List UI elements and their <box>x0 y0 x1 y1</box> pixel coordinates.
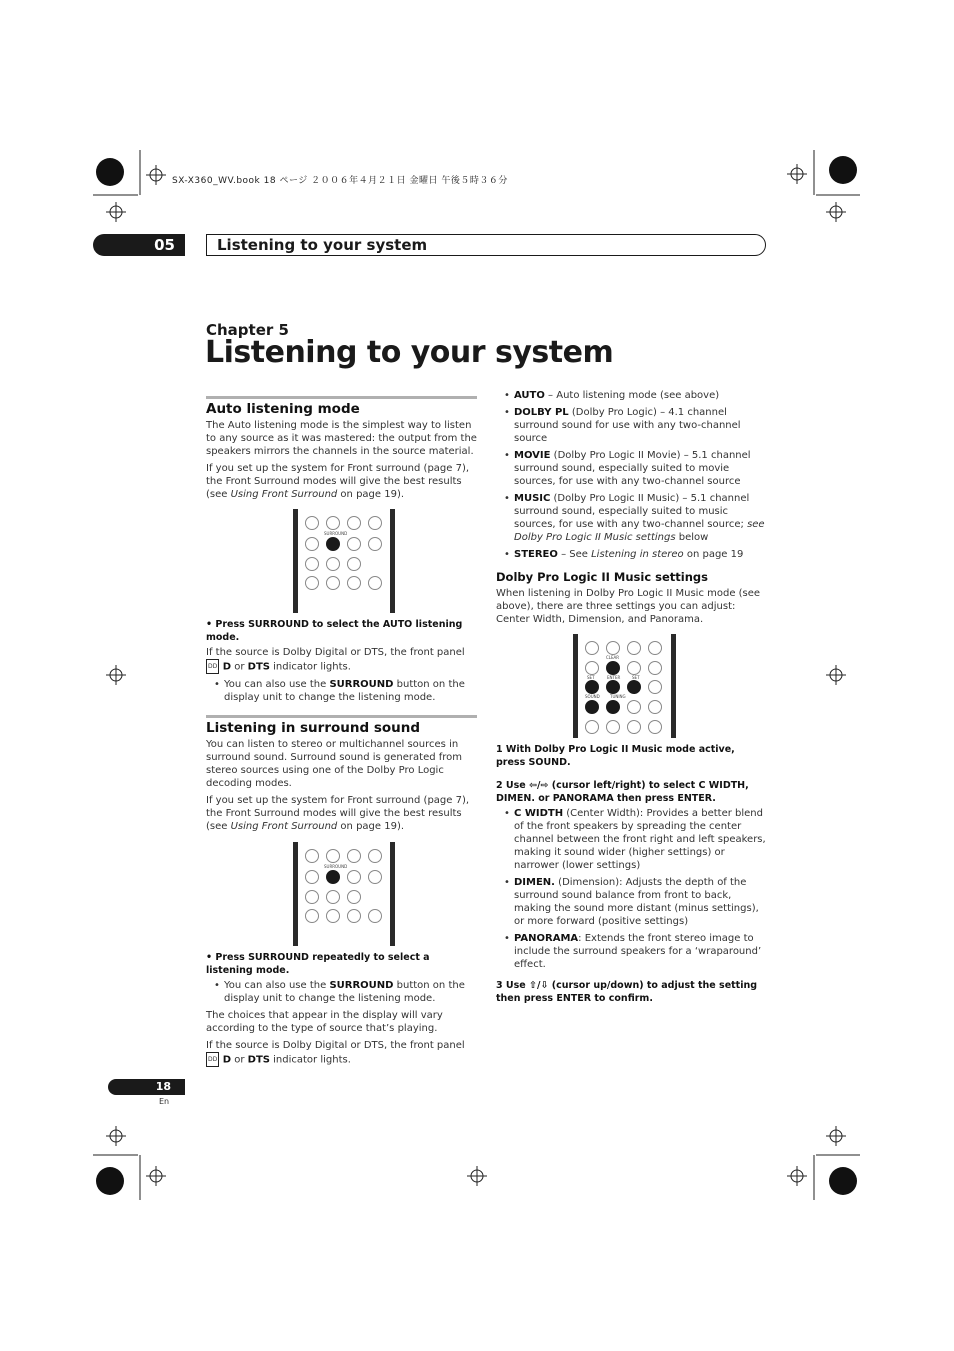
clear-label: CLEAR <box>606 655 620 660</box>
setting-item: • DIMEN. (Dimension): Adjusts the depth of the surround sound balance from front to back, making the sound more distant (minus settings), or more forward (positive settings) <box>514 876 766 928</box>
surround-p2: If you set up the system for Front surround (page 7), the Front Surround modes will give the best results (see Using Front Surround on page 19). <box>206 795 470 832</box>
plii-heading: Dolby Pro Logic II Music settings <box>496 570 708 584</box>
plii-step-2: 2 Use ⇦/⇨ (cursor left/right) to select C WIDTH, DIMEN. or PANORAMA then press ENTER. <box>496 780 749 804</box>
chapter-label: Chapter 5 <box>206 321 289 339</box>
remote-illustration-plii <box>573 634 676 738</box>
sound-button <box>585 700 599 714</box>
chapter-title: Listening to your system <box>205 335 614 370</box>
mode-item: • DOLBY PL (Dolby Pro Logic) – 4.1 channel surround sound for use with any two-channel source <box>514 406 766 445</box>
cursor-down-button <box>606 700 620 714</box>
surround-bullet: • You can also use the SURROUND button on the display unit to change the listening mode. <box>224 979 477 1005</box>
surround-note: If the source is Dolby Digital or DTS, the front panel DD D or DTS indicator lights. <box>206 1040 465 1066</box>
surround-label: SURROUND <box>324 864 348 869</box>
auto-bullet: • You can also use the SURROUND button on the display unit to change the listening mode. <box>224 678 477 704</box>
auto-note: If the source is Dolby Digital or DTS, the front panel DD D or DTS indicator lights. <box>206 647 465 673</box>
tuning-label: TUNING <box>610 694 626 699</box>
surround-p3: The choices that appear in the display will vary according to the type of source that’s playing. <box>206 1010 443 1034</box>
enter-button <box>606 680 620 694</box>
sound-label: SOUND <box>585 694 600 699</box>
plii-step-1: 1 With Dolby Pro Logic II Music mode active, press SOUND. <box>496 744 735 768</box>
setting-item: • PANORAMA: Extends the front stereo image to include the surround speakers for a ‘wraparound’ effect. <box>514 932 766 971</box>
plii-step-3: 3 Use ⇧/⇩ (cursor up/down) to adjust the setting then press ENTER to confirm. <box>496 980 758 1004</box>
mode-item: • STEREO – See Listening in stereo on page 19 <box>514 548 766 561</box>
cursor-right-button <box>627 680 641 694</box>
auto-heading: Auto listening mode <box>206 396 477 416</box>
running-title: Listening to your system <box>206 234 766 256</box>
mode-item: • AUTO – Auto listening mode (see above) <box>514 389 766 402</box>
mode-item: • MUSIC (Dolby Pro Logic II Music) – 5.1 channel surround sound, especially suited to music sources, for use with any two-channel source; see Dolby Pro Logic II Music settings below <box>514 492 766 544</box>
page-number: 18 <box>108 1079 185 1095</box>
remote-illustration-surround-1 <box>293 509 395 613</box>
surround-button <box>326 537 340 551</box>
remote-illustration-surround-2 <box>293 842 395 946</box>
right-column <box>496 389 766 630</box>
auto-step: • Press SURROUND to select the AUTO listening mode. <box>206 619 463 643</box>
chapter-number-badge: 05 <box>93 234 185 256</box>
surround-label: SURROUND <box>324 531 348 536</box>
surround-step: • Press SURROUND repeatedly to select a listening mode. <box>206 952 430 976</box>
left-column <box>206 396 477 505</box>
mode-item: • MOVIE (Dolby Pro Logic II Movie) – 5.1 channel surround sound, especially suited to movie sources, for use with any two-channel source <box>514 449 766 488</box>
surround-button <box>326 870 340 884</box>
enter-label: ENTER <box>607 675 621 680</box>
cursor-up-button <box>606 661 620 675</box>
language-code: En <box>159 1097 170 1106</box>
plii-p1: When listening in Dolby Pro Logic II Music mode (see above), there are three settings you can adjust: Center Width, Dimension, and Panorama. <box>496 588 761 625</box>
surround-p1: You can listen to stereo or multichannel sources in surround sound. Surround sound is generated from stereo sources using one of the Dolby Pro Logic decoding modes. <box>206 739 463 789</box>
auto-p1: The Auto listening mode is the simplest way to listen to any source as it was mastered: the output from the speakers mirrors the channels in the source material. <box>206 420 477 457</box>
file-info: SX-X360_WV.book 18 ページ ２００６年４月２１日 金曜日 午後５時３６分 <box>172 176 508 186</box>
setting-item: • C WIDTH (Center Width): Provides a better blend of the front speakers by spreading the center channel between the front right and left speakers, making it sound wider (higher settings) or narrower (lower settings) <box>514 807 766 872</box>
surround-heading: Listening in surround sound <box>206 715 477 735</box>
cursor-left-button <box>585 680 599 694</box>
auto-p2: If you set up the system for Front surround (page 7), the Front Surround modes will give the best results (see Using Front Surround on page 19). <box>206 463 470 500</box>
set-left-label: SET <box>587 675 595 680</box>
set-right-label: SET <box>632 675 640 680</box>
